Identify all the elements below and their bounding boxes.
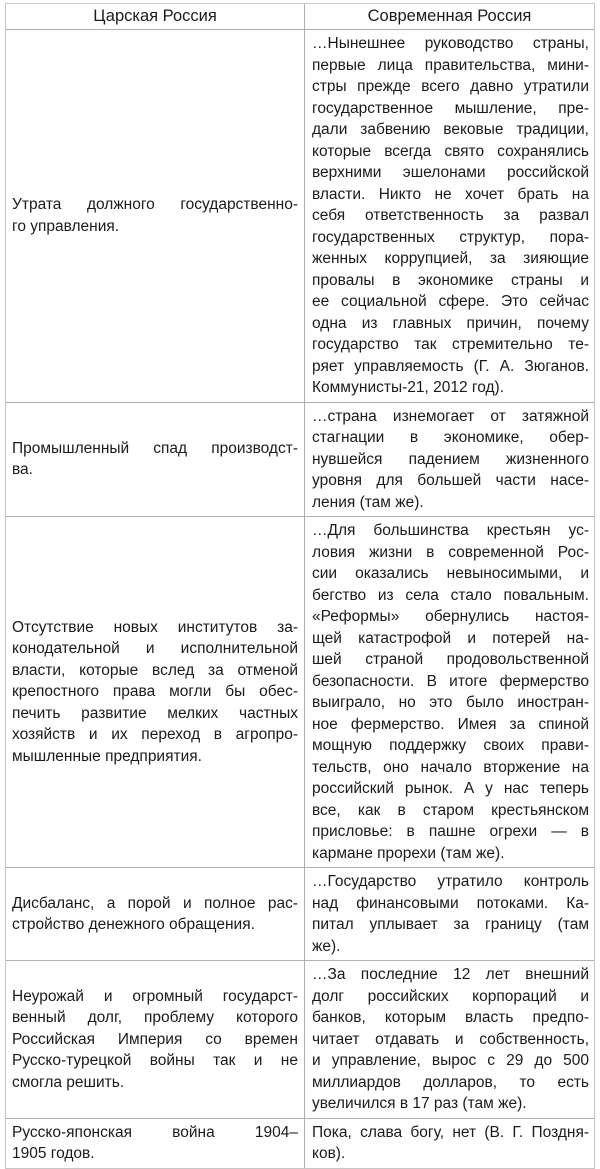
text-line: Неурожай и огромный государст-	[12, 987, 298, 1005]
text-line: …Для большинства крестьян ус-	[312, 522, 589, 539]
text-line: власти. Никто не хочет брать на	[312, 185, 589, 203]
modern-russia-cell	[305, 517, 594, 867]
text-line: …За последние 12 лет внешний	[312, 966, 589, 983]
text-line: верхними эшелонами российской	[312, 164, 589, 181]
text-line: присловье: в пашне огрехи — в	[312, 823, 589, 840]
tsarist-russia-cell	[6, 868, 305, 960]
text-line: крепостного права могли бы обес-	[12, 683, 298, 701]
text-line: все, как в старом крестьянском	[312, 801, 589, 819]
modern-russia-cell	[305, 961, 594, 1118]
table-row	[6, 868, 594, 961]
text-line: 1905 годов.	[12, 1145, 95, 1162]
text-line: Отсутствие новых институтов за-	[12, 618, 298, 636]
text-line: смогла решить.	[12, 1073, 125, 1091]
text-line: Пока, слава богу, нет (В. Г. Поздня-	[312, 1123, 589, 1141]
table-row	[6, 961, 594, 1119]
tsarist-russia-cell	[6, 961, 305, 1118]
text-line: ков).	[312, 1145, 346, 1162]
text-line: хозяйств и их переход в агропро-	[12, 726, 298, 744]
text-line: мощную поддержку своих прави-	[312, 737, 589, 754]
text-line: …страна изнемогает от затяжной	[312, 407, 589, 425]
text-line: себя ответственность за развал	[312, 207, 589, 224]
table-row	[6, 1119, 594, 1168]
comparison-table-body	[6, 30, 594, 1168]
text-line: печить развитие мелких частных	[12, 704, 298, 722]
text-line: го управления.	[12, 217, 120, 235]
text-line: власти, которые вслед за отменой	[12, 661, 298, 679]
text-line: Русско-турецкой войны так и не	[12, 1052, 298, 1069]
text-line: безопасности. В итоге фермерство	[312, 672, 589, 690]
text-line: бегство из села стало повальным.	[312, 586, 589, 604]
text-line: Коммунисты-21, 2012 год).	[312, 379, 505, 396]
text-line: «Реформы» обернулись настоя-	[312, 608, 589, 625]
text-line: женных коррупцией, за зияющие	[312, 250, 589, 267]
text-line: над финансовыми потоками. Ка-	[312, 894, 589, 912]
text-line: стры прежде всего давно утратили	[312, 78, 589, 95]
text-line: кармане прорехи (там же).	[312, 844, 505, 862]
text-line: читает отдавать и собственность,	[312, 1030, 589, 1048]
modern-russia-cell	[305, 868, 594, 960]
tsarist-russia-cell	[6, 517, 305, 867]
text-line: уровня для большей части насе-	[312, 472, 589, 489]
text-line: Русско-японская война 1904–	[12, 1123, 298, 1141]
text-line: выиграло, но это было иностран-	[312, 694, 589, 711]
text-line: сии оказались невыносимыми, и	[312, 565, 589, 582]
text-line: государственных структур, пора-	[312, 228, 589, 246]
text-line: ления (там же).	[312, 493, 424, 511]
text-line: российский рынок. А у нас теперь	[312, 780, 589, 797]
modern-russia-cell	[305, 30, 594, 402]
text-line: щей катастрофой и потерей на-	[312, 629, 589, 647]
text-line: стагнации в экономике, обер-	[312, 429, 589, 446]
text-line: Утрата должного государственно-	[12, 196, 298, 214]
text-line: и управление, вырос с 29 до 500	[312, 1052, 589, 1069]
text-line: миллиардов долларов, то есть	[312, 1073, 589, 1091]
text-line: конодательной и исполнительной	[12, 640, 298, 658]
text-line: ее социальной сфере. Это сейчас	[312, 293, 589, 310]
text-line: государственное мышление, пре-	[312, 99, 589, 117]
text-line: ряет управляемость (Г. А. Зюганов.	[312, 357, 589, 375]
text-line: провалы в экономике страны и	[312, 271, 589, 289]
table-row	[6, 403, 594, 518]
text-line: дали забвению вековые традиции,	[312, 121, 589, 138]
text-line: питал уплывает за границу (там	[312, 916, 589, 933]
tsarist-russia-cell	[6, 403, 305, 517]
modern-russia-cell	[305, 1119, 594, 1168]
text-line: стройство денежного обращения.	[12, 916, 255, 933]
text-line: венный долг, проблему которого	[12, 1009, 298, 1026]
text-line: ловия жизни в современной Рос-	[312, 543, 589, 561]
text-line: первые лица правительства, мини-	[312, 56, 589, 74]
header-tsarist-russia: Царская Россия	[6, 4, 305, 29]
text-line: мышленные предприятия.	[12, 747, 202, 765]
text-line: Российская Империя со времен	[12, 1030, 298, 1048]
header-modern-russia: Современная Россия	[367, 7, 532, 25]
tsarist-russia-cell	[6, 30, 305, 402]
text-line: тельств, оно начало вторжение на	[312, 758, 589, 776]
text-line: ва.	[12, 461, 33, 479]
table-header-row	[6, 4, 594, 30]
text-line: долг российских корпораций и	[312, 987, 589, 1005]
text-line: нувшейся падением жизненного	[312, 450, 589, 468]
text-line: банков, которым власть предпо-	[312, 1009, 589, 1026]
text-line: увеличился в 17 раз (там же).	[312, 1095, 527, 1112]
modern-russia-cell	[305, 403, 594, 517]
table-row	[6, 517, 594, 868]
text-line: ное фермерство. Имея за спиной	[312, 715, 589, 733]
text-line: государство так стремительно те-	[312, 336, 589, 353]
text-line: Дисбаланс, а порой и полное рас-	[12, 894, 298, 912]
table-row	[6, 30, 594, 403]
comparison-table	[5, 3, 595, 1169]
tsarist-russia-cell	[6, 1119, 305, 1168]
text-line: же).	[312, 937, 341, 955]
text-line: Промышленный спад производст-	[12, 439, 298, 457]
text-line: …Государство утратило контроль	[312, 873, 589, 890]
text-line: шей страной продовольственной	[312, 651, 589, 668]
text-line: одна из главных причин, почему	[312, 314, 589, 332]
text-line: которые всегда свято сохранялись	[312, 142, 589, 160]
text-line: …Нынешнее руководство страны,	[312, 35, 589, 52]
